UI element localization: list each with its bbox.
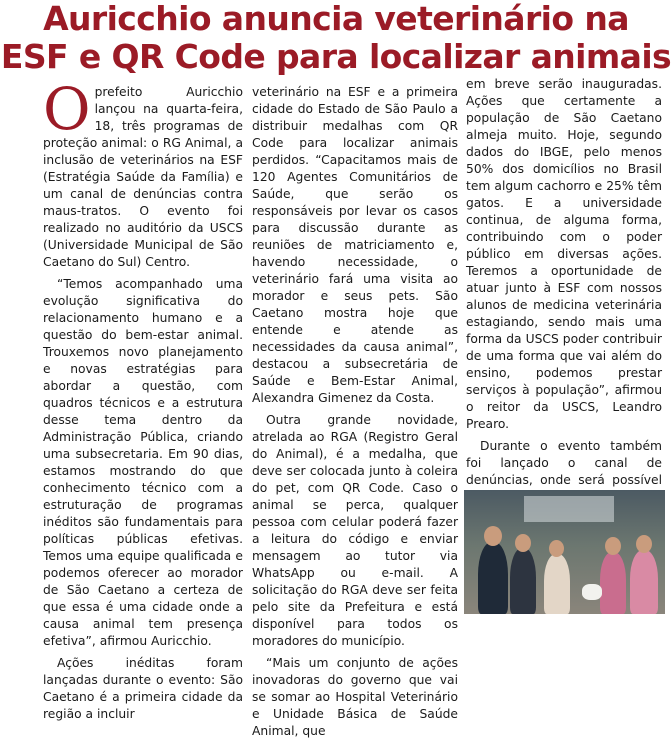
paragraph: Outra grande novidade, atrelada ao RGA (Registro Geral do Animal), é a medalha, que deve ser colocada junto à coleira do pet, com QR Code. Caso o animal se perca, qualquer pessoa com celular poderá fazer a leitura do código e enviar mensagem ao tutor via WhatsApp ou e-mail. A solicitação do RGA deve ser feita pelo site da Prefeitura e está disponível para todos os moradores do município. <box>252 413 458 648</box>
photo-person-head <box>515 534 531 552</box>
photo-person <box>544 554 570 614</box>
photo-person <box>510 548 536 614</box>
paragraph-text: prefeito Auricchio lançou na quarta-feira, 18, três programas de proteção animal: o RG Animal, a inclusão de veterinários na ESF (Estratégia Saúde da Família) e um canal de denúncias contra maus-tratos. O evento foi realizado no auditório da USCS (Universidade Municipal de São Caetano do Sul) Centro. <box>43 85 243 269</box>
paragraph <box>43 75 243 271</box>
headline-line-2: ESF e QR Code para localizar animais <box>0 37 672 76</box>
paragraph: veterinário na ESF e a primeira cidade do Estado de São Paulo a distribuir medalhas com QR Code para localizar animais perdidos. “Capacitamos mais de 120 Agentes Comunitários de Saúde, que serão os responsáveis por levar os casos para discussão durante as reuniões de matriciamento e, havendo necessidade, o veterinário fará uma visita ao morador e seus pets. São Caetano mostra hoje que entende e atende as necessidades da causa animal”, destacou a subsecretária de Saúde e Bem-Estar Animal, Alexandra Gimenez da Costa. <box>252 85 458 405</box>
paragraph: “Mais um conjunto de ações inovadoras do governo que vai se somar ao Hospital Veterinário e Unidade Básica de Saúde Animal, que <box>252 656 458 738</box>
photo-person-head <box>636 535 652 553</box>
photo-person <box>600 552 626 614</box>
paragraph: Durante o evento também foi lançado o canal de denúncias, onde será possível <box>466 439 662 487</box>
paragraph: “Temos acompanhado uma evolução significativa do relacionamento humano e a questão do bem-estar animal. Trouxemos novo planejamento e novas estratégias para abordar a questão, com quadros técnicos e a estrutura desse tema dentro da Administração Pública, criando uma subsecretaria. Em 90 dias, estamos mostrando do que conhecimento técnico com a estruturação de programas inéditos são fundamentais para políticas públicas efetivas. Temos uma equipe qualificada e podemos oferecer ao morador de São Caetano a certeza de que essa é uma cidade onde a causa animal tem presença efetiva”, afirmou Auricchio. <box>43 277 243 648</box>
photo-person <box>478 542 508 614</box>
photo-person-head <box>549 540 564 557</box>
photo-person <box>630 550 658 614</box>
photo-dog <box>582 584 602 600</box>
article-column-2 <box>252 84 458 745</box>
photo-banner <box>524 496 614 522</box>
paragraph: Ações inéditas foram lançadas durante o evento: São Caetano é a primeira cidade da região a incluir <box>43 656 243 721</box>
paragraph: em breve serão inauguradas. Ações que certamente a população de São Caetano almeja muito. Hoje, segundo dados do IBGE, pelo menos 50% dos domicílios no Brasil tem algum cachorro e 25% têm gatos. E a universidade continua, de alguma forma, contribuindo com o poder público em diversas ações. Teremos a oportunidade de atuar junto à ESF com nossos alunos de medicina veterinária estagiando, sendo mais uma forma da USCS poder contribuir de uma forma que vai além do ensino, podemos prestar serviços à população”, afirmou o reitor da USCS, Leandro Prearo. <box>466 77 662 431</box>
headline-line-1: Auricchio anuncia veterinário na <box>43 0 629 38</box>
drop-cap: O <box>43 75 91 143</box>
event-photo <box>464 490 665 614</box>
article-column-1 <box>43 75 243 728</box>
photo-person-head <box>484 526 502 546</box>
headline <box>0 0 672 76</box>
photo-person-head <box>605 537 621 555</box>
